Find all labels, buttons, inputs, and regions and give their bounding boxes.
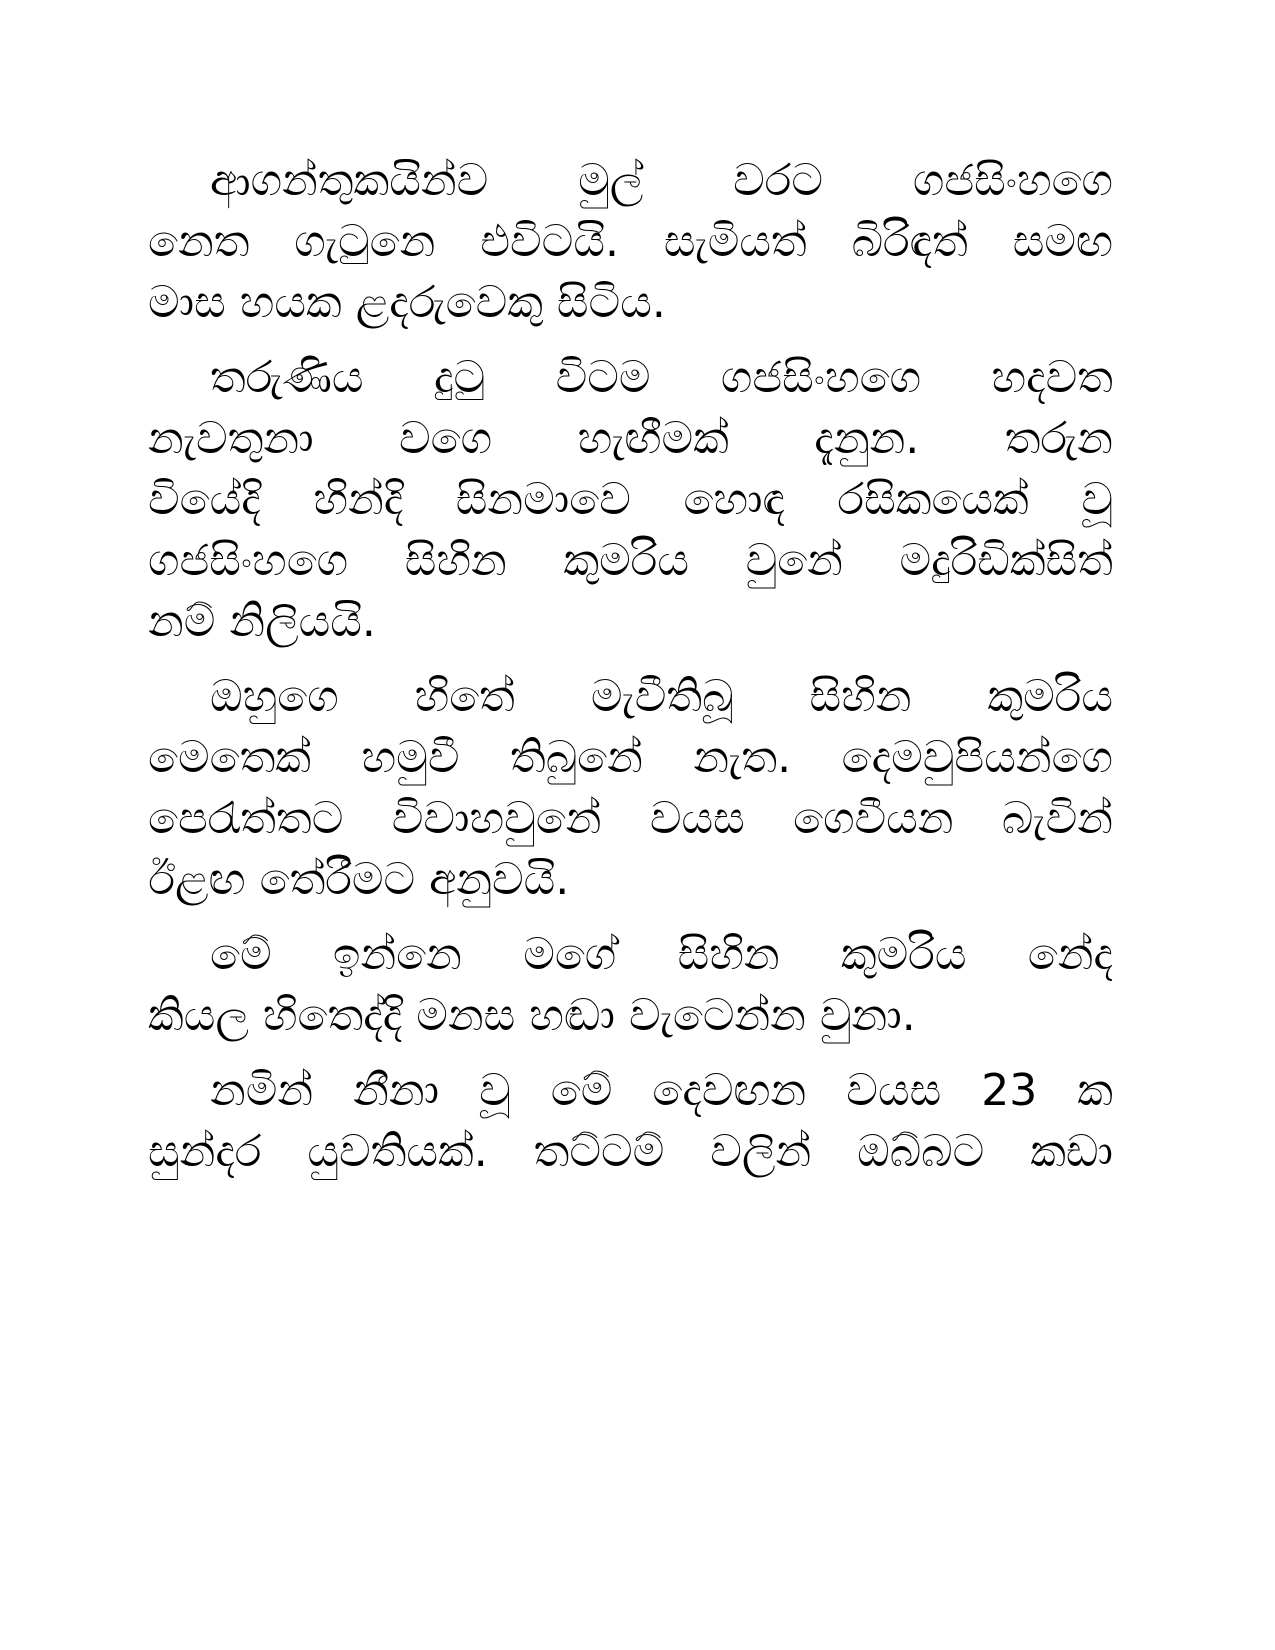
text-line: ගජසිංහගෙ සිහින කුමරිය වුනේ මදුරිඩික්සිත් [148, 535, 1113, 586]
text-line: මාස හයක ළදරුවෙකු සිටිය. [148, 277, 666, 328]
text-line: ඊළඟ තේරීමට අනුවයි. [148, 854, 570, 905]
paragraph-4 [148, 924, 1113, 1046]
text-line: සුන්දර යුවතියක්. තට්ටම් වලින් ඔබ්බට කඩා [148, 1126, 1113, 1177]
text-line: නැවතුනා වගෙ හැඟීමක් දැනුන. තරුන [148, 413, 1113, 464]
text-line: නම් නිලියයි. [148, 596, 376, 647]
paragraph-2 [148, 347, 1113, 652]
paragraph-1 [148, 150, 1113, 333]
text-line: නමින් නීනා වූ මේ දෙවඟන වයස 23 ක [210, 1065, 1113, 1116]
text-line: වියේදි හින්දි සිනමාවෙ හොඳ රසිකයෙක් වූ [148, 474, 1113, 525]
text-line: ඔහුගෙ හිතේ මැවීතිබූ සිහින කුමරිය [210, 671, 1113, 722]
paragraph-3 [148, 666, 1113, 910]
text-line: පෙරැත්තට විවාහවුනේ වයස ගෙවීයන බැවින් [148, 793, 1113, 844]
text-line: මෙතෙක් හමුවී තිබුනේ නැත. දෙමවුපියන්ගෙ [148, 732, 1113, 783]
text-line: ආගන්තුකයින්ව මුල් වරට ගජසිංහගෙ [210, 155, 1113, 206]
paragraph-5 [148, 1060, 1113, 1182]
text-line: නෙත ගැටුනෙ එවිටයි. සැමියත් බිරිඳත් සමඟ [148, 216, 1113, 267]
text-line: කියල හිතෙද්දි මනස හඬා වැටෙන්න වුනා. [148, 990, 916, 1041]
text-line: තරුණිය දුටු විටම ගජසිංහගෙ හදවත [210, 352, 1113, 403]
text-line: මේ ඉන්නෙ මගේ සිහින කුමරිය නේද [210, 929, 1113, 980]
body-text [148, 150, 1113, 1196]
